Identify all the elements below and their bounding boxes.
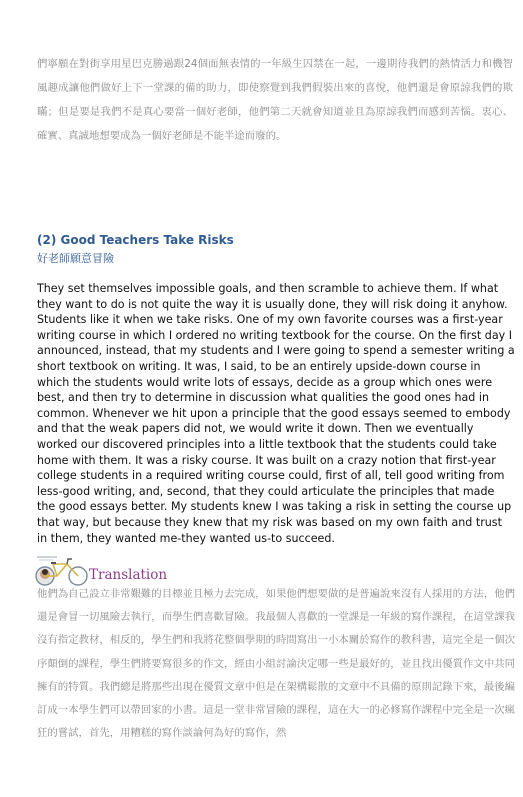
translation-banner: [35, 552, 175, 586]
translation-label: Translation: [89, 567, 168, 583]
section-heading-chinese: 好老師願意冒險: [37, 252, 114, 265]
bicycle-icon: [35, 552, 91, 586]
chinese-translation-paragraph: 他們為自己設立非常艱難的目標並且極力去完成，如果他們想要做的是普遍說來沒有人採用的方法，他們還是會冒一切風險去執行，而學生們喜歡冒險。我最個人喜歡的一堂課是一年級的寫作課程，在這堂課我沒有指定教材，相反的，學生們和我將花整個學期的時間寫出一小本關於寫作的教科書，這完全是一個次序顛倒的課程，學生們將要寫很多的作文，經由小組討論決定哪一些是最好的，並且找出優質作文中共同擁有的特質。我們總是將那些出現在優質文章中但是在架構鬆散的文章中不具備的原則記錄下來，最後編訂成一本學生們可以帶回家的小書。這是一堂非常冒險的課程，這在大一的必修寫作課程中完全是一次瘋狂的嘗試，首先，用糟糕的寫作談論何為好的寫作，然: [37, 588, 515, 740]
intro-translation-paragraph: 們寧願在對街享用星巴克勝過跟24個面無表情的一年級生囚禁在一起，一邊期待我們的熱情活力和機智風趣成讓他們做好上下一堂課的備的助力，即使察覺到我們假裝出來的喜悅，他們還是會原諒我們的欺瞞；但是要是我們不是真心要當一個好老師，他們第二天就會知道並且為原諒我們而感到苦惱。衷心、確實、真誠地想要成為一個好老師是不能半途而廢的。: [37, 58, 513, 142]
section-heading-english: (2) Good Teachers Take Risks: [37, 233, 234, 247]
english-body-paragraph: They set themselves impossible goals, and then scramble to achieve them. If what they want to do is not quite the way it is usually done, they will risk doing it anyhow. Students like it when we take risks. One of my own favorite courses was a first-year writing course in which I ordered no writing textbook for the course. On the first day I announced, instead, that my students and I were going to spend a semester writing a short textbook on writing. It was, I said, to be an entirely upside-down course in which the students would write lots of essays, decide as a group which ones were best, and then try to determine in discussion what qualities the good ones had in common. Whenever we hit upon a principle that the good essays seemed to embody and that the weak papers did not, we would write it down. Then we eventually worked our discovered principles into a little textbook that the students could take home with them. It was a risky course. It was built on a crazy notion that first-year college students in a required writing course could, first of all, tell good writing from less-good writing, and, second, that they could articulate the principles that made the good essays better. My students knew I was taking a risk in setting the course up that way, but because they knew that my risk was based on my own faith and trust in them, they wanted me-they wanted us-to succeed.: [37, 282, 515, 545]
